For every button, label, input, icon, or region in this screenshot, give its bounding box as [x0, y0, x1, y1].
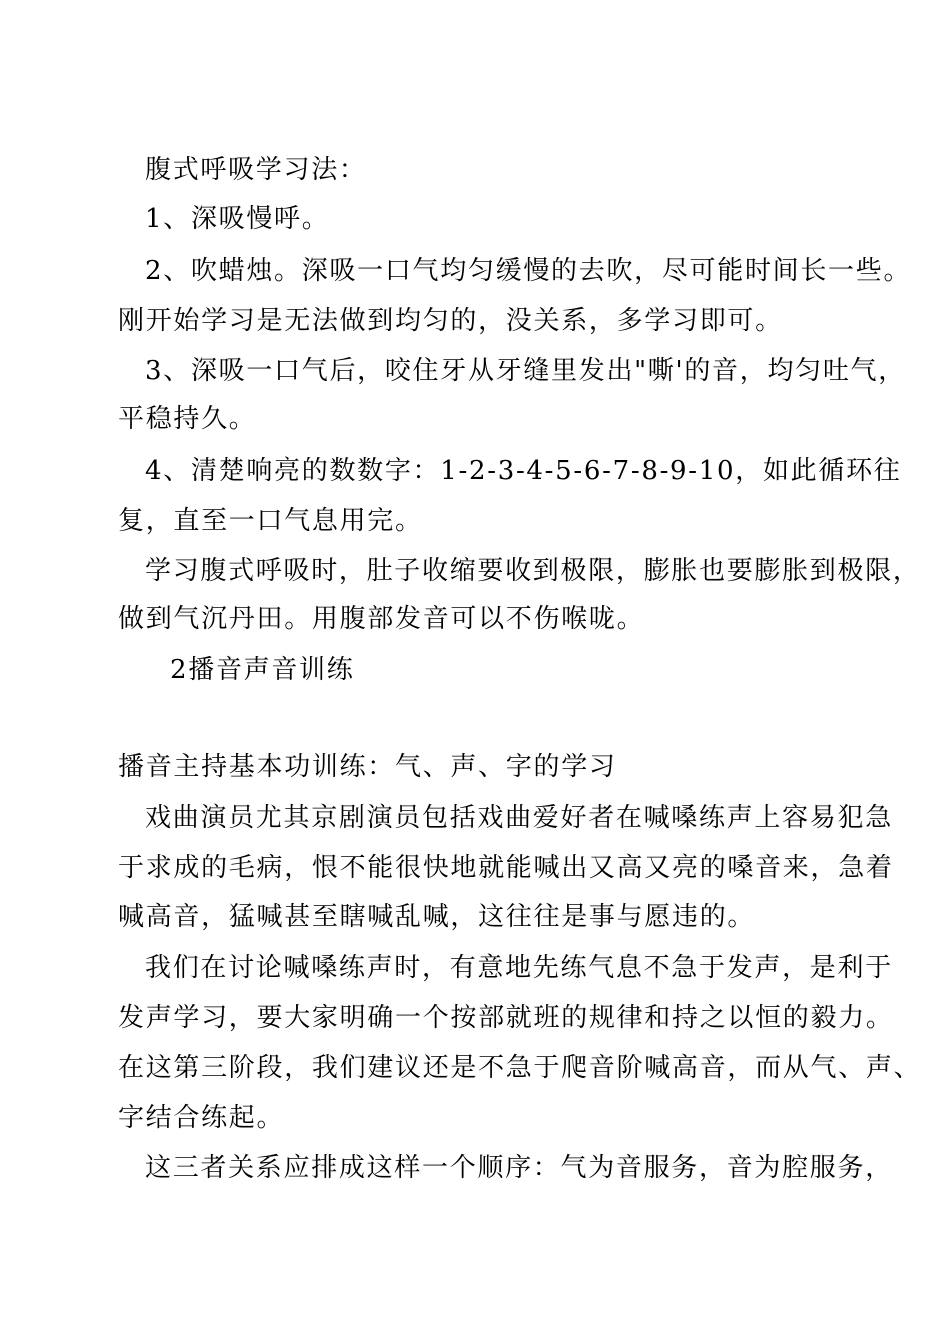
paragraph-line: 这三者关系应排成这样一个顺序：气为音服务，音为腔服务，: [145, 1153, 893, 1183]
paragraph-line: 我们在讨论喊嗓练声时，有意地先练气息不急于发声，是利于: [145, 953, 893, 983]
paragraph-line: 3、深吸一口气后，咬住牙从牙缝里发出"嘶'的音，均匀吐气，: [145, 356, 906, 386]
paragraph-line: 字结合练起。: [118, 1103, 285, 1133]
paragraph-line: 1、深吸慢呼。: [145, 204, 330, 234]
paragraph-line: 在这第三阶段，我们建议还是不急于爬音阶喊高音，而从气、声、: [118, 1053, 922, 1083]
paragraph-line: 喊高音，猛喊甚至瞎喊乱喊，这往往是事与愿违的。: [118, 902, 756, 932]
paragraph-line: 2、吹蜡烛。深吸一口气均匀缓慢的去吹，尽可能时间长一些。: [145, 256, 912, 286]
paragraph-line: 4、清楚响亮的数数字：1-2-3-4-5-6-7-8-9-10，如此循环往: [145, 456, 902, 486]
paragraph-line: 戏曲演员尤其京剧演员包括戏曲爱好者在喊嗓练声上容易犯急: [145, 803, 893, 833]
paragraph-line: 发声学习，要大家明确一个按部就班的规律和持之以恒的毅力。: [118, 1003, 894, 1033]
section-heading: 播音主持基本功训练：气、声、字的学习: [118, 752, 617, 782]
section-heading: 腹式呼吸学习法：: [145, 155, 367, 185]
paragraph-line: 平稳持久。: [118, 404, 257, 434]
paragraph-line: 做到气沉丹田。用腹部发音可以不伤喉咙。: [118, 604, 645, 634]
paragraph-line: 学习腹式呼吸时，肚子收缩要收到极限，膨胀也要膨胀到极限，: [145, 556, 921, 586]
section-heading: 2播音声音训练: [170, 655, 355, 685]
paragraph-line: 刚开始学习是无法做到均匀的，没关系，多学习即可。: [118, 306, 783, 336]
paragraph-line: 于求成的毛病，恨不能很快地就能喊出又高又亮的嗓音来，急着: [118, 853, 894, 883]
paragraph-line: 复，直至一口气息用完。: [118, 506, 423, 536]
